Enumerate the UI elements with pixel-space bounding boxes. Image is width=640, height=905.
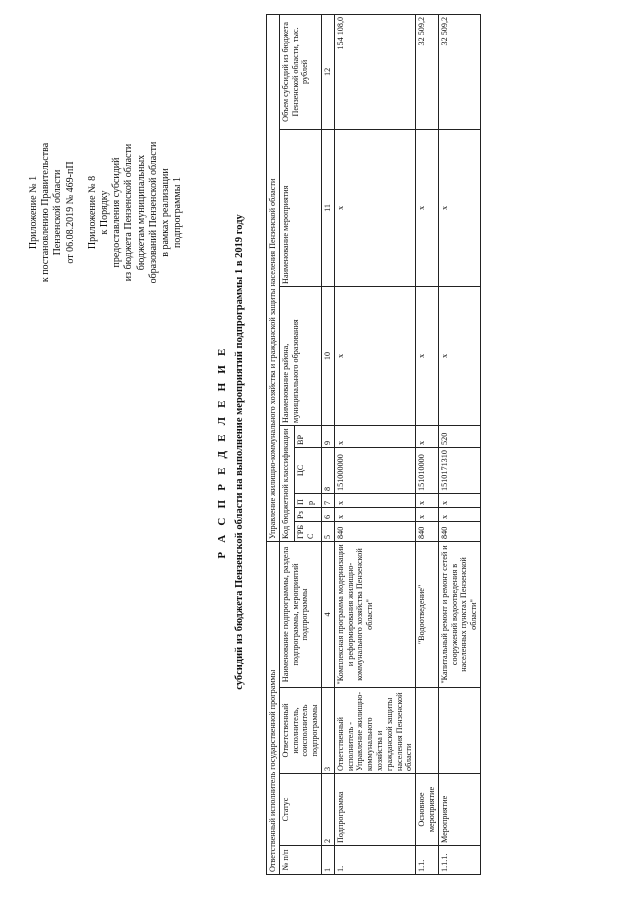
- appendix-line: к постановлению Правительства: [40, 142, 52, 283]
- column-number-row: [321, 14, 334, 874]
- row-grbs: 840: [438, 521, 480, 541]
- row-cs: 151010000: [416, 447, 439, 493]
- column-number: 3: [321, 688, 334, 774]
- column-number: 6: [321, 507, 334, 521]
- column-number: 9: [321, 425, 334, 447]
- appendix-line: к Порядку: [99, 190, 111, 235]
- row-event: х: [334, 129, 415, 286]
- column-number: 5: [321, 521, 334, 541]
- row-status: Мероприятие: [438, 774, 480, 846]
- row-num: 1.1.1.: [438, 846, 480, 875]
- header-num: № п/п: [279, 846, 321, 875]
- row-event: х: [438, 129, 480, 286]
- row-vr: 520: [438, 425, 480, 447]
- appendix-line: образований Пензенской области: [147, 141, 159, 284]
- row-executor: [416, 688, 439, 774]
- row-num: 1.: [334, 846, 415, 875]
- appendix-line: предоставления субсидий: [111, 157, 123, 268]
- column-number: 11: [321, 129, 334, 286]
- row-name: "Водоотведение": [416, 541, 439, 687]
- column-number: 8: [321, 447, 334, 493]
- title-sub: субсидий из бюджета Пензенской области на выполнение мероприятий подпрограммы 1 в 2019 году: [234, 214, 245, 690]
- row-district: х: [438, 286, 480, 425]
- row-pr: х: [438, 493, 480, 507]
- row-volume: 154 108,0: [334, 14, 415, 129]
- row-cs: 1510171310: [438, 447, 480, 493]
- header-kbk: Код бюджетной классификации: [279, 425, 294, 541]
- group-left-header: Ответственный исполнитель государственной программы: [267, 541, 280, 874]
- appendix-block: [28, 120, 184, 305]
- column-number: 1: [321, 846, 334, 875]
- row-district: х: [334, 286, 415, 425]
- table-row: [438, 14, 480, 874]
- group-right-header: Управление жилищно-коммунального хозяйства и гражданской защиты населения Пензенской области: [267, 14, 280, 541]
- column-number: 4: [321, 541, 334, 687]
- appendix-line: Приложение № 1: [28, 175, 39, 250]
- table-row: [416, 14, 439, 874]
- row-vr: х: [416, 425, 439, 447]
- header-name: Наименование подпрограммы, раздела подпрограммы, мероприятий подпрограммы: [279, 541, 321, 687]
- column-number: 10: [321, 286, 334, 425]
- row-cs: 151000000: [334, 447, 415, 493]
- appendix-line: от 06.08.2019 № 469-пП: [64, 161, 76, 264]
- row-rz: х: [334, 507, 415, 521]
- distribution-table: [266, 14, 481, 875]
- header-status: Статус: [279, 774, 321, 846]
- appendix-line: из бюджета Пензенской области: [123, 143, 135, 282]
- header-rz: Рз: [295, 507, 322, 521]
- appendix-line: Пензенской области: [52, 169, 64, 256]
- table-row: [334, 14, 415, 874]
- row-district: х: [416, 286, 439, 425]
- header-executor: Ответственный исполнитель, соисполнитель подпрограммы: [279, 688, 321, 774]
- document-title: [216, 27, 245, 877]
- appendix-line: Приложение № 8: [86, 175, 98, 250]
- title-main: Р А С П Р Е Д Е Л Е Н И Е: [216, 345, 228, 559]
- row-name: "Комплексная программа модернизации и реформирования жилищно-коммунального хозяйства Пензенской области": [334, 541, 415, 687]
- row-volume: 32 509,2: [416, 14, 439, 129]
- row-rz: х: [438, 507, 480, 521]
- row-event: х: [416, 129, 439, 286]
- column-number: 2: [321, 774, 334, 846]
- row-name: "Капитальный ремонт и ремонт сетей и сооружений водоотведения в населенных пунктах Пензенской области": [438, 541, 480, 687]
- row-grbs: 840: [334, 521, 415, 541]
- row-status: Подпрограмма: [334, 774, 415, 846]
- appendix-line: в рамках реализации: [160, 168, 172, 257]
- row-executor: [438, 688, 480, 774]
- row-pr: х: [334, 493, 415, 507]
- row-vr: х: [334, 425, 415, 447]
- header-district: Наименование района, муниципального образования: [279, 286, 321, 425]
- row-volume: 32 509,2: [438, 14, 480, 129]
- appendix-line: подпрограммы 1: [172, 177, 184, 248]
- header-cs: ЦС: [295, 447, 322, 493]
- header-pr: Пр: [295, 493, 322, 507]
- header-vr: ВР: [295, 425, 322, 447]
- row-executor: Ответственный исполнитель - Управление жилищно-коммунального хозяйства и гражданской защиты населения Пензенской области: [334, 688, 415, 774]
- column-number: 12: [321, 14, 334, 129]
- header-volume: Объем субсидий из бюджета Пензенской области, тыс. рублей: [279, 14, 321, 129]
- row-status: Основное мероприятие: [416, 774, 439, 846]
- row-grbs: 840: [416, 521, 439, 541]
- row-rz: х: [416, 507, 439, 521]
- appendix-line: бюджетам муниципальных: [135, 154, 147, 271]
- column-number: 7: [321, 493, 334, 507]
- header-event: Наименование мероприятия: [279, 129, 321, 286]
- row-num: 1.1.: [416, 846, 439, 875]
- row-pr: х: [416, 493, 439, 507]
- header-grbs: ГРБС: [295, 521, 322, 541]
